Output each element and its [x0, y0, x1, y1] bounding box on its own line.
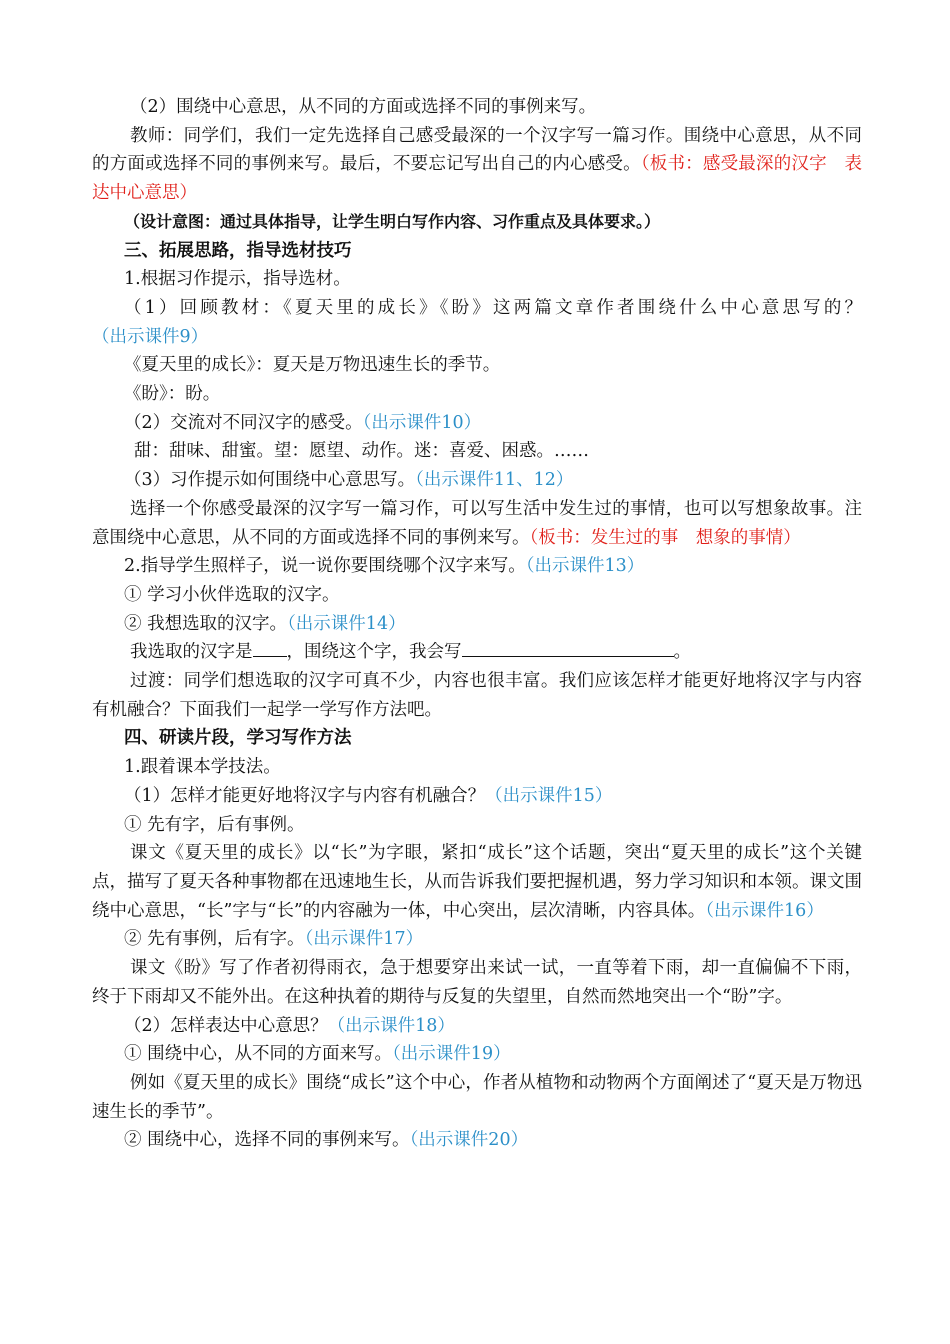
courseware-note: （出示课件15）	[485, 785, 613, 806]
paragraph	[92, 122, 862, 208]
paragraph	[92, 1012, 862, 1041]
text: 教师：同学们，我们一定先选择自己感受最深的一个汉字写一篇习作。围绕中心意思，从不同的方面或选择不同的事例来写。最后，不要忘记写出自己的内心感受。	[92, 125, 862, 175]
paragraph	[92, 1126, 862, 1155]
text: ① 学习小伙伴选取的汉字。	[124, 584, 340, 605]
text: （3）习作提示如何围绕中心意思写。	[124, 470, 416, 491]
text: ② 先有事例，后有字。	[124, 929, 305, 950]
paragraph	[92, 610, 862, 639]
text: 课文《盼》写了作者初得雨衣，急于想要穿出来试一试，一直等着下雨，却一直偏偏不下雨，终于下雨却又不能外出。在这种执着的期待与反复的失望里，自然而然地突出一个“盼”字。	[92, 958, 862, 1007]
paragraph	[92, 466, 862, 495]
courseware-note: （出示课件18）	[327, 1015, 455, 1036]
text: 例如《夏天里的成长》围绕“成长”这个中心，作者从植物和动物两个方面阐述了“夏天是万物迅速生长的季节”。	[92, 1072, 862, 1122]
courseware-note: （出示课件20）	[409, 1130, 529, 1151]
text: （设计意图：通过具体指导，让学生明白写作内容、习作重点及具体要求。）	[124, 211, 661, 231]
text: ① 先有字，后有事例。	[124, 814, 305, 835]
text: （1）怎样才能更好地将汉字与内容有机融合？	[124, 785, 486, 806]
paragraph	[92, 638, 862, 667]
text: 1.根据习作提示，指导选材。	[124, 269, 351, 290]
paragraph	[92, 294, 862, 351]
text: 。	[673, 642, 691, 663]
courseware-note: （出示课件16）	[705, 900, 824, 921]
paragraph	[92, 839, 862, 925]
text: （2）交流对不同汉字的感受。	[124, 412, 363, 433]
paragraph	[92, 437, 862, 466]
courseware-note: （出示课件10）	[362, 412, 482, 433]
paragraph	[92, 93, 862, 122]
text: 我选取的汉字是	[130, 642, 253, 663]
paragraph	[92, 552, 862, 581]
section-heading	[92, 724, 862, 753]
paragraph	[92, 782, 862, 811]
paragraph	[92, 925, 862, 954]
paragraph	[92, 351, 862, 380]
fill-blank	[462, 638, 674, 657]
text: ① 围绕中心，从不同的方面来写。	[124, 1044, 393, 1065]
paragraph	[92, 380, 862, 409]
paragraph	[92, 1069, 862, 1126]
text: ，围绕这个字，我会写	[286, 642, 462, 663]
text: 选择一个你感受最深的汉字写一篇习作，可以写生活中发生过的事情，也可以写想象故事。注意围绕中心意思，从不同的方面或选择不同的事例来写。	[92, 498, 862, 548]
paragraph	[92, 753, 862, 782]
courseware-note: （出示课件13）	[525, 556, 645, 577]
courseware-note: （出示课件17）	[304, 929, 424, 950]
text: （1）回顾教材：《夏天里的成长》《盼》这两篇文章作者围绕什么中心意思写的？	[124, 297, 862, 318]
courseware-note: （出示课件9）	[92, 326, 209, 347]
text: 课文《夏天里的成长》以“长”为字眼，紧扣“成长”这个话题，突出“夏天里的成长”这个关键点，描写了夏天各种事物都在迅速地生长，从而告诉我们要把握机遇，努力学习知识和本领。课文围绕中心意思，“长”字与“长”的内容融为一体，中心突出，层次清晰，内容具体。	[92, 843, 862, 921]
text: 过渡：同学们想选取的汉字可真不少，内容也很丰富。我们应该怎样才能更好地将汉字与内容有机融合？下面我们一起学一学写作方法吧。	[92, 671, 862, 720]
section-heading	[92, 237, 862, 266]
text: ② 我想选取的汉字。	[124, 613, 288, 634]
text: 四、研读片段，学习写作方法	[124, 728, 352, 749]
fill-blank	[253, 638, 287, 657]
text: 2.指导学生照样子，说一说你要围绕哪个汉字来写。	[124, 556, 526, 577]
text: 甜：甜味、甜蜜。望：愿望、动作。迷：喜爱、困惑。……	[134, 441, 589, 462]
board-note: （板书：发生过的事 想象的事情）	[529, 527, 801, 548]
text: 《夏天里的成长》：夏天是万物迅速生长的季节。	[124, 355, 501, 376]
text: （2）围绕中心意思，从不同的方面或选择不同的事例来写。	[130, 97, 597, 117]
courseware-note: （出示课件14）	[287, 613, 406, 634]
paragraph	[92, 265, 862, 294]
paragraph	[92, 409, 862, 438]
text: （2）怎样表达中心意思？	[124, 1015, 328, 1036]
paragraph	[92, 667, 862, 724]
courseware-note: （出示课件19）	[392, 1044, 511, 1065]
text: 《盼》：盼。	[124, 384, 221, 405]
text: ② 围绕中心，选择不同的事例来写。	[124, 1130, 410, 1151]
text: 三、拓展思路，指导选材技巧	[124, 240, 352, 261]
board-note: （板书：感受最深的汉字 表达中心意思）	[92, 154, 863, 204]
paragraph	[92, 495, 862, 552]
paragraph	[92, 1040, 862, 1069]
courseware-note: （出示课件11、12）	[415, 470, 574, 491]
design-intent	[92, 208, 862, 237]
paragraph	[92, 581, 862, 610]
document-page	[92, 93, 862, 1155]
paragraph	[92, 954, 862, 1011]
text: 1.跟着课本学技法。	[124, 757, 281, 778]
paragraph	[92, 811, 862, 840]
